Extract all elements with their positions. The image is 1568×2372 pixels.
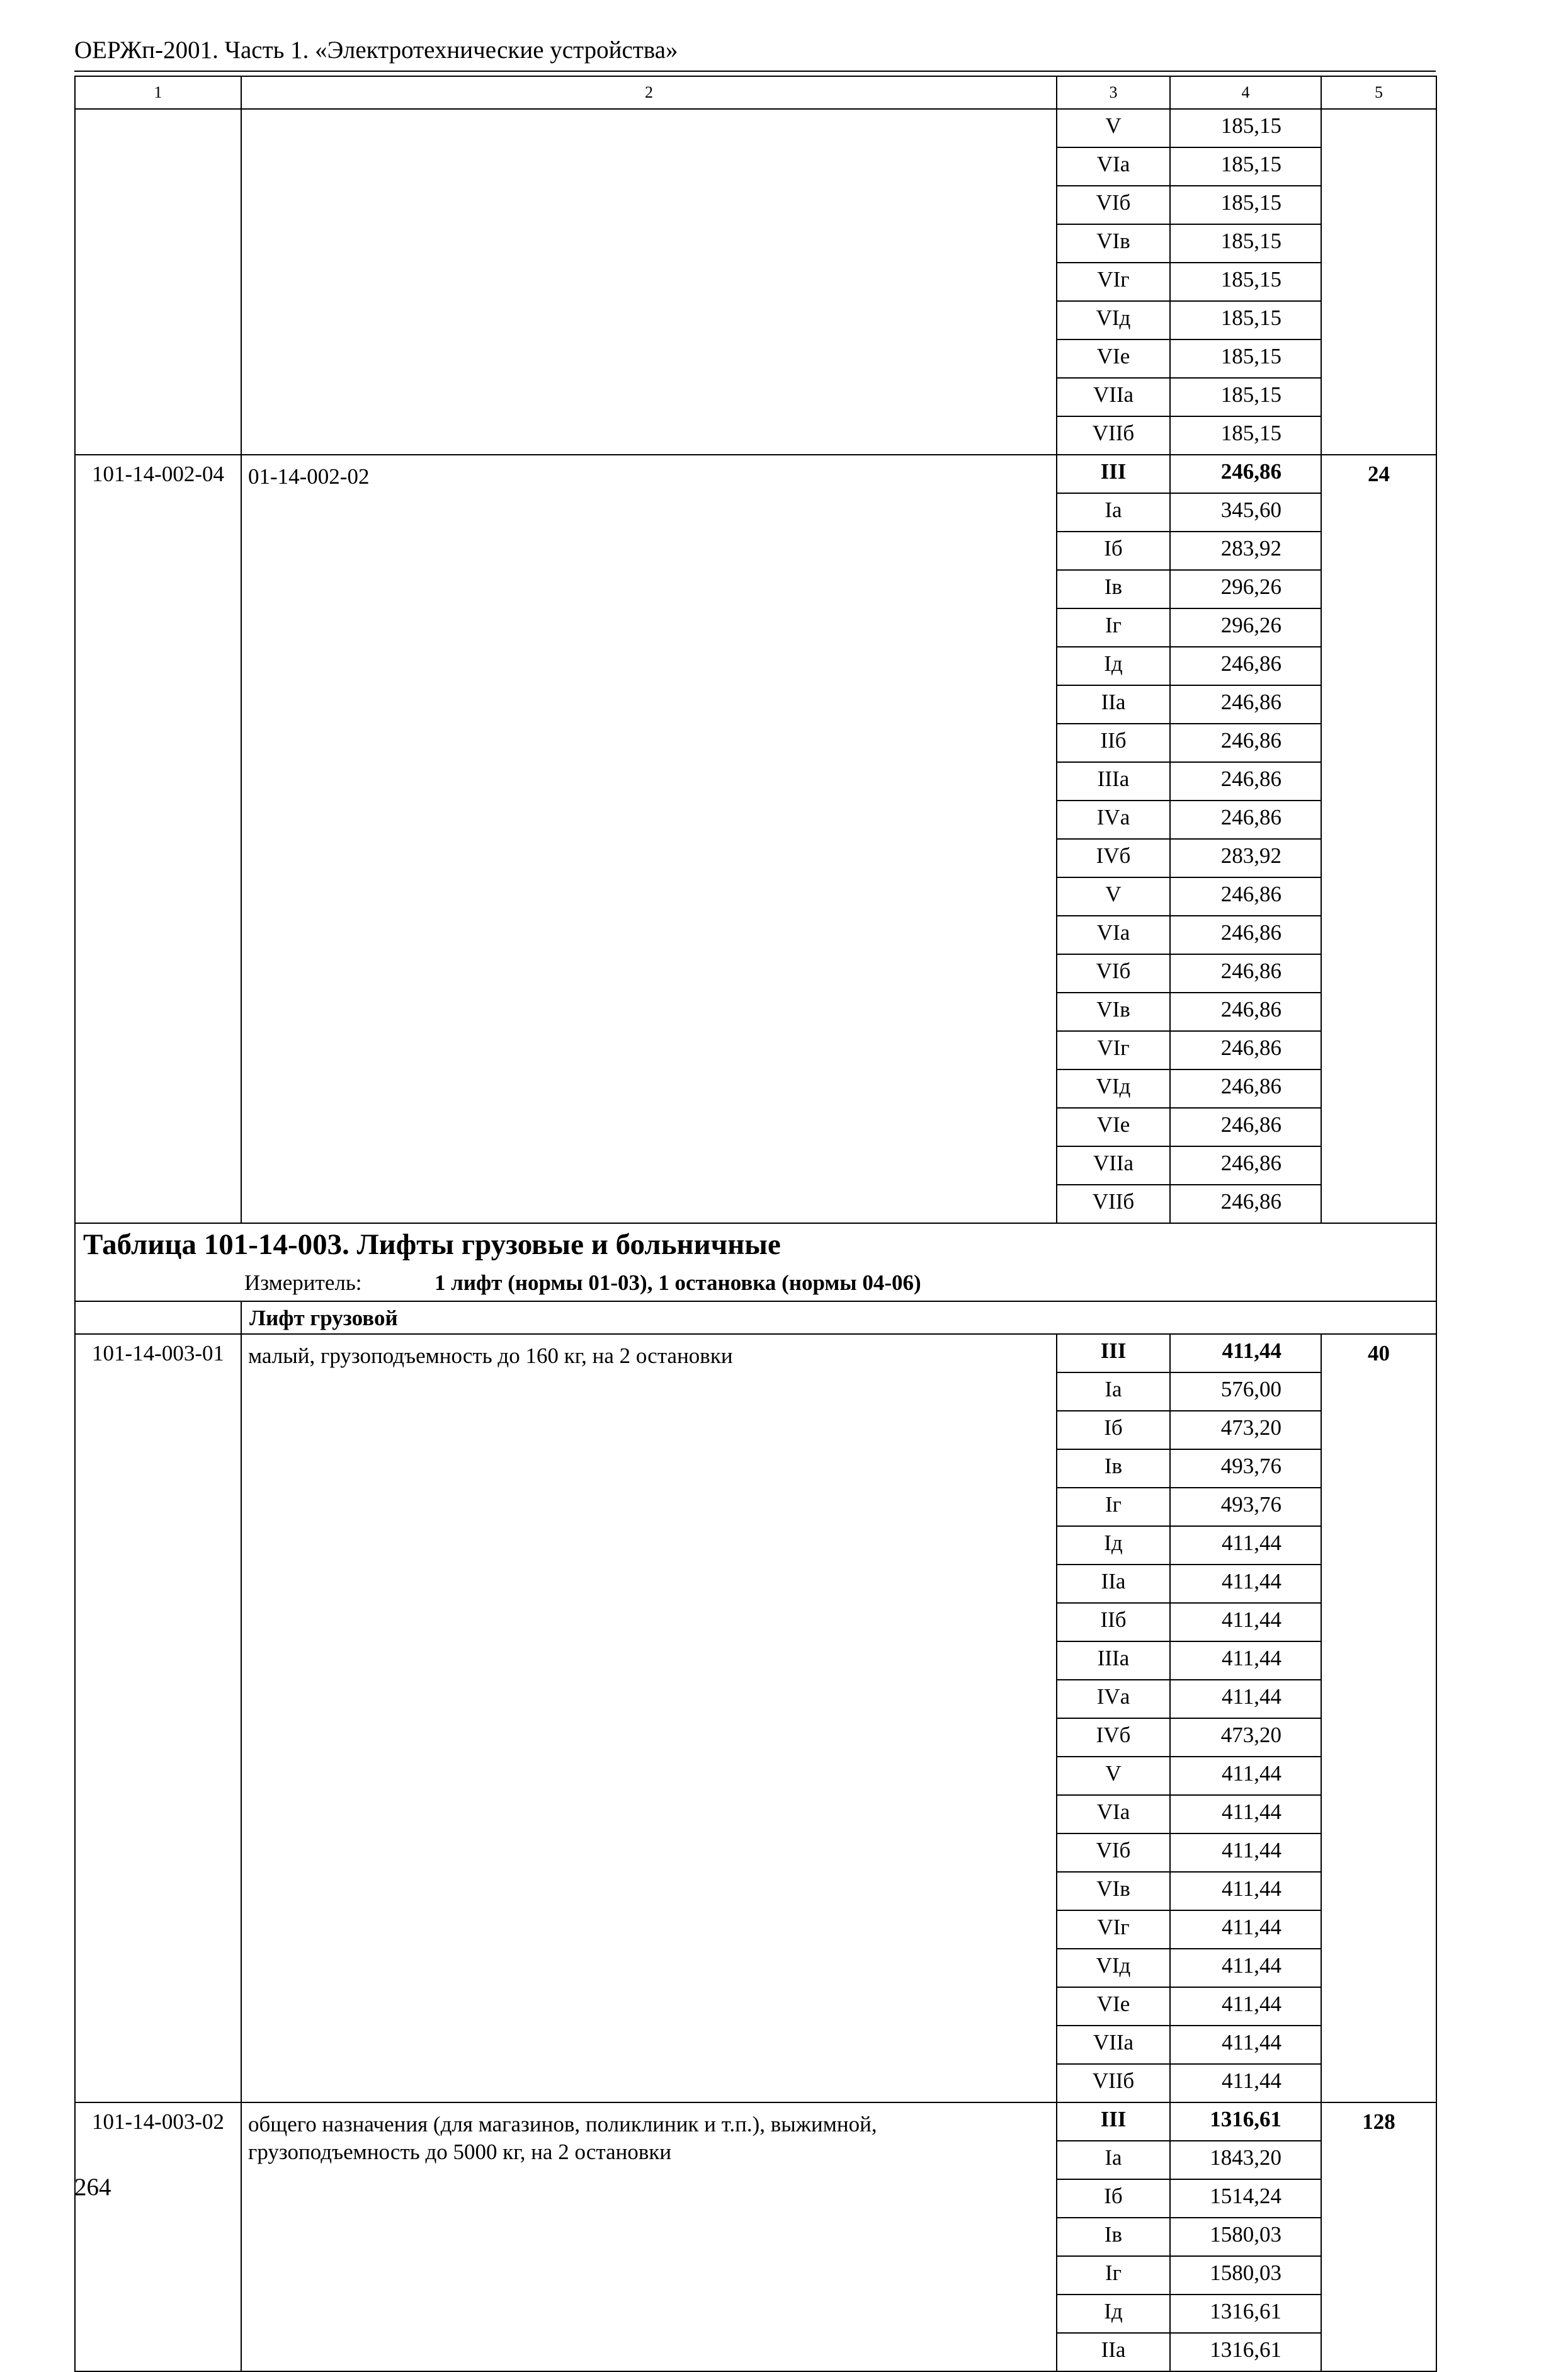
value-cell: 246,86: [1170, 1069, 1321, 1108]
value-cell: 411,44: [1170, 1987, 1321, 2026]
zone-cell: V: [1057, 109, 1170, 147]
zone-cell: VIIа: [1057, 1146, 1170, 1185]
value-cell: 411,44: [1170, 1603, 1321, 1641]
value-cell: 1580,03: [1170, 2218, 1321, 2256]
zone-cell: VIв: [1057, 224, 1170, 263]
value-cell: 246,86: [1170, 647, 1321, 685]
zone-cell: VIб: [1057, 954, 1170, 993]
norm-code: 101-14-003-01: [75, 1334, 241, 2102]
value-cell: 411,44: [1170, 1833, 1321, 1872]
value-cell: 283,92: [1170, 532, 1321, 570]
value-cell: 1580,03: [1170, 2256, 1321, 2295]
zone-cell: VIд: [1057, 301, 1170, 339]
value-cell: 246,86: [1170, 801, 1321, 839]
zone-cell: VIIб: [1057, 1185, 1170, 1223]
zone-cell: Iб: [1057, 532, 1170, 570]
value-cell: 493,76: [1170, 1488, 1321, 1526]
value-cell: 411,44: [1170, 1757, 1321, 1795]
measure-cell: [75, 1268, 1436, 1301]
value-cell: 473,20: [1170, 1718, 1321, 1757]
zone-cell: VIIб: [1057, 2064, 1170, 2102]
measure-line: [76, 1268, 1436, 1301]
table-row: [75, 455, 1436, 493]
subheading: Лифт грузовой: [241, 1301, 1436, 1334]
column-number: 4: [1170, 76, 1321, 109]
value-cell: 246,86: [1170, 455, 1321, 493]
zone-cell: Iа: [1057, 2141, 1170, 2179]
norm-code: 101-14-003-02: [75, 2102, 241, 2371]
value-cell: 493,76: [1170, 1449, 1321, 1488]
value-cell: 1316,61: [1170, 2333, 1321, 2371]
zone-cell: III: [1057, 455, 1170, 493]
page-header: ОЕРЖп-2001. Часть 1. «Электротехнические устройства»: [74, 37, 678, 64]
header-rule: [74, 71, 1436, 72]
zone-cell: IIIа: [1057, 762, 1170, 801]
value-cell: 185,15: [1170, 186, 1321, 224]
zone-cell: Iг: [1057, 2256, 1170, 2295]
zone-cell: VIд: [1057, 1949, 1170, 1987]
zone-cell: VIг: [1057, 1910, 1170, 1949]
value-cell: 296,26: [1170, 570, 1321, 608]
zone-cell: Iб: [1057, 1411, 1170, 1449]
norm-name: малый, грузоподъемность до 160 кг, на 2 остановки: [241, 1334, 1057, 2102]
column-number-row: [75, 76, 1436, 109]
norm-name: общего назначения (для магазинов, поликлиник и т.п.), выжимной, грузоподъемность до 5000 кг, на 2 остановки: [241, 2102, 1057, 2371]
norm-code: 101-14-002-04: [75, 455, 241, 1223]
zone-cell: V: [1057, 1757, 1170, 1795]
subheading-empty: [75, 1301, 241, 1334]
value-cell: 246,86: [1170, 1108, 1321, 1146]
value-cell: 185,15: [1170, 301, 1321, 339]
value-cell: 1514,24: [1170, 2179, 1321, 2218]
section-title-row: [75, 1223, 1436, 1268]
value-cell: 185,15: [1170, 147, 1321, 186]
value-cell: 1316,61: [1170, 2295, 1321, 2333]
table-row: [75, 2102, 1436, 2141]
column-number: 1: [75, 76, 241, 109]
labor-hours: 128: [1321, 2102, 1436, 2371]
zone-cell: Iв: [1057, 2218, 1170, 2256]
value-cell: 185,15: [1170, 339, 1321, 378]
value-cell: 1843,20: [1170, 2141, 1321, 2179]
value-cell: 246,86: [1170, 916, 1321, 954]
value-cell: 185,15: [1170, 378, 1321, 416]
zone-cell: VIг: [1057, 263, 1170, 301]
value-cell: 411,44: [1170, 2064, 1321, 2102]
table-row: [75, 1334, 1436, 1372]
labor-hours: 24: [1321, 455, 1436, 1223]
zone-cell: Iг: [1057, 608, 1170, 647]
value-cell: 185,15: [1170, 109, 1321, 147]
subheading-row: [75, 1301, 1436, 1334]
value-cell: 185,15: [1170, 416, 1321, 455]
zone-cell: VIа: [1057, 916, 1170, 954]
zone-cell: VIв: [1057, 1872, 1170, 1910]
value-cell: 345,60: [1170, 493, 1321, 532]
zone-cell: VIIа: [1057, 2026, 1170, 2064]
measure-value: 1 лифт (нормы 01-03), 1 остановка (нормы 04-06): [435, 1270, 921, 1295]
value-cell: 246,86: [1170, 1185, 1321, 1223]
value-cell: 576,00: [1170, 1372, 1321, 1411]
value-cell: 246,86: [1170, 1031, 1321, 1069]
zone-cell: VIа: [1057, 147, 1170, 186]
zone-cell: III: [1057, 2102, 1170, 2141]
zone-cell: VIа: [1057, 1795, 1170, 1833]
value-cell: 411,44: [1170, 1526, 1321, 1565]
value-cell: 246,86: [1170, 762, 1321, 801]
zone-cell: VIг: [1057, 1031, 1170, 1069]
norm-name: 01-14-002-02: [241, 455, 1057, 1223]
value-cell: 473,20: [1170, 1411, 1321, 1449]
zone-cell: Iа: [1057, 493, 1170, 532]
labor-hours: 40: [1321, 1334, 1436, 2102]
value-cell: 246,86: [1170, 724, 1321, 762]
zone-cell: IVа: [1057, 1680, 1170, 1718]
value-cell: 185,15: [1170, 224, 1321, 263]
zone-cell: VIд: [1057, 1069, 1170, 1108]
norms-table-wrap: [74, 76, 1436, 2372]
zone-cell: IIб: [1057, 1603, 1170, 1641]
value-cell: 246,86: [1170, 1146, 1321, 1185]
zone-cell: VIе: [1057, 1108, 1170, 1146]
norms-table: [74, 76, 1437, 2372]
value-cell: 411,44: [1170, 1334, 1321, 1372]
measure-row: [75, 1268, 1436, 1301]
zone-cell: VIе: [1057, 1987, 1170, 2026]
value-cell: 411,44: [1170, 1872, 1321, 1910]
zone-cell: IVб: [1057, 839, 1170, 877]
zone-cell: VIв: [1057, 993, 1170, 1031]
zone-cell: Iд: [1057, 1526, 1170, 1565]
zone-cell: VIб: [1057, 186, 1170, 224]
value-cell: 1316,61: [1170, 2102, 1321, 2141]
section-title: Таблица 101-14-003. Лифты грузовые и больничные: [83, 1228, 781, 1261]
zone-cell: IVа: [1057, 801, 1170, 839]
table-row: [75, 109, 1436, 147]
section-title-cell: [75, 1223, 1436, 1268]
norm-code-empty: [75, 109, 241, 455]
value-cell: 411,44: [1170, 1795, 1321, 1833]
zone-cell: Iа: [1057, 1372, 1170, 1411]
zone-cell: Iд: [1057, 647, 1170, 685]
zone-cell: III: [1057, 1334, 1170, 1372]
zone-cell: V: [1057, 877, 1170, 916]
zone-cell: Iб: [1057, 2179, 1170, 2218]
zone-cell: IIа: [1057, 1565, 1170, 1603]
value-cell: 246,86: [1170, 954, 1321, 993]
value-cell: 411,44: [1170, 1641, 1321, 1680]
value-cell: 411,44: [1170, 1949, 1321, 1987]
value-cell: 411,44: [1170, 1565, 1321, 1603]
zone-cell: IIа: [1057, 685, 1170, 724]
value-cell: 411,44: [1170, 1910, 1321, 1949]
value-cell: 296,26: [1170, 608, 1321, 647]
zone-cell: IIа: [1057, 2333, 1170, 2371]
value-cell: 246,86: [1170, 993, 1321, 1031]
measure-label: Измеритель:: [244, 1270, 362, 1295]
value-cell: 411,44: [1170, 2026, 1321, 2064]
value-cell: 411,44: [1170, 1680, 1321, 1718]
norms-table-body: [75, 76, 1436, 2371]
zone-cell: IVб: [1057, 1718, 1170, 1757]
column-number: 2: [241, 76, 1057, 109]
zone-cell: VIб: [1057, 1833, 1170, 1872]
labor-hours-empty: [1321, 109, 1436, 455]
page-number: 264: [74, 2174, 111, 2201]
zone-cell: VIIб: [1057, 416, 1170, 455]
zone-cell: IIб: [1057, 724, 1170, 762]
value-cell: 246,86: [1170, 685, 1321, 724]
value-cell: 283,92: [1170, 839, 1321, 877]
zone-cell: VIIа: [1057, 378, 1170, 416]
zone-cell: Iг: [1057, 1488, 1170, 1526]
zone-cell: Iв: [1057, 1449, 1170, 1488]
zone-cell: VIе: [1057, 339, 1170, 378]
zone-cell: Iд: [1057, 2295, 1170, 2333]
column-number: 3: [1057, 76, 1170, 109]
norm-name-empty: [241, 109, 1057, 455]
value-cell: 185,15: [1170, 263, 1321, 301]
zone-cell: Iв: [1057, 570, 1170, 608]
value-cell: 246,86: [1170, 877, 1321, 916]
column-number: 5: [1321, 76, 1436, 109]
zone-cell: IIIа: [1057, 1641, 1170, 1680]
